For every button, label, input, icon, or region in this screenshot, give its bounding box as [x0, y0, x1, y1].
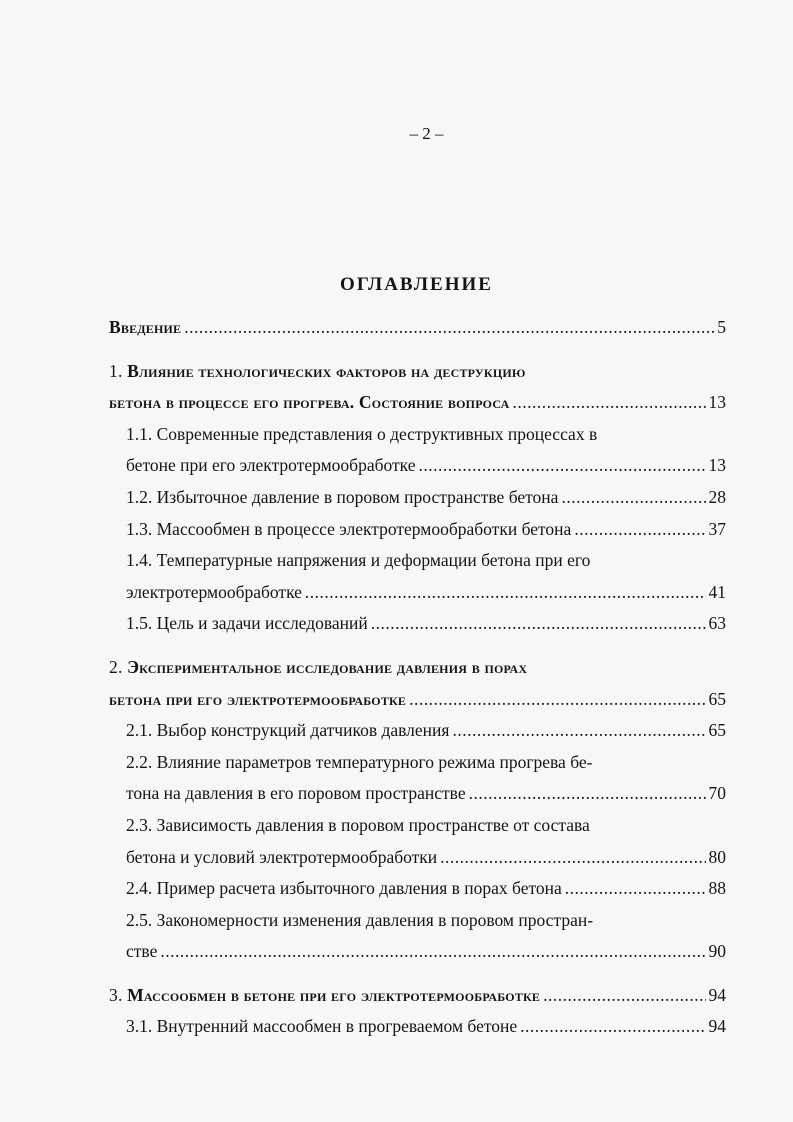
section-title-continued: бетона и условий электротермообработки — [126, 846, 438, 867]
section-title: 2.1. Выбор конструкций датчиков давления — [126, 720, 450, 741]
dot-leader — [520, 1011, 705, 1043]
section-title: 1.2. Избыточное давление в поровом пространстве бетона — [126, 486, 559, 507]
section-title-continued: электротермообработке — [126, 581, 302, 602]
chapter-number: 2. — [109, 656, 123, 677]
section-title: 1.5. Цель и задачи исследований — [126, 613, 368, 634]
toc-entry-page: 13 — [708, 455, 726, 476]
toc-section-1-1-line-2[interactable] — [109, 450, 726, 482]
toc-section-2-2-line-2[interactable] — [109, 778, 726, 810]
section-title: 2.2. Влияние параметров температурного режима прогрева бе- — [126, 751, 593, 772]
chapter-title: Массообмен в бетоне при его электротермообработке — [127, 984, 541, 1005]
toc-section-2-5-line-1[interactable] — [109, 905, 726, 937]
toc-entry-page: 80 — [708, 846, 726, 867]
section-title-continued: тона на давления в его поровом пространстве — [126, 783, 466, 804]
toc-section-2-3-line-1[interactable] — [109, 810, 726, 842]
toc-entry-page: 70 — [708, 783, 726, 804]
toc-chapter-3[interactable] — [109, 980, 726, 1012]
toc-chapter-1-line-2[interactable] — [109, 387, 726, 419]
toc-entry-page: 41 — [708, 581, 726, 602]
section-title: 1.3. Массообмен в процессе электротермообработки бетона — [126, 518, 572, 539]
section-title-continued: стве — [126, 941, 158, 962]
toc-chapter-2-line-2[interactable] — [109, 684, 726, 716]
toc-section-2-4[interactable] — [109, 873, 726, 905]
section-title: 2.3. Зависимость давления в поровом пространстве от состава — [126, 814, 590, 835]
toc-section-2-5-line-2[interactable] — [109, 936, 726, 968]
toc-section-1-4-line-2[interactable] — [109, 577, 726, 609]
section-title: 2.4. Пример расчета избыточного давления в порах бетона — [126, 878, 562, 899]
section-title: 1.1. Современные представления о деструктивных процессах в — [126, 423, 598, 444]
chapter-title: Экспериментальное исследование давления в порах — [127, 656, 528, 677]
toc-entry-page: 28 — [708, 486, 726, 507]
dot-leader — [469, 778, 706, 810]
dot-leader — [160, 936, 705, 968]
dot-leader — [440, 842, 705, 874]
toc-title: ОГЛАВЛЕНИЕ — [340, 274, 493, 295]
toc-section-1-4-line-1[interactable] — [109, 545, 726, 577]
dot-leader — [371, 608, 706, 640]
chapter-title-continued: бетона в процессе его прогрева. Состояние вопроса — [109, 392, 510, 413]
toc-section-1-3[interactable] — [109, 514, 726, 546]
toc-chapter-2-line-1[interactable] — [109, 652, 726, 684]
dot-leader — [565, 873, 706, 905]
dot-leader — [574, 514, 705, 546]
toc-entry-page: 65 — [708, 688, 726, 709]
toc-entry-page: 13 — [708, 392, 726, 413]
toc-section-1-5[interactable] — [109, 608, 726, 640]
section-title-continued: бетоне при его электротермообработке — [126, 455, 416, 476]
toc-section-1-1-line-1[interactable] — [109, 419, 726, 451]
page-number: – 2 – — [409, 124, 444, 143]
dot-leader — [543, 980, 705, 1012]
toc-section-2-3-line-2[interactable] — [109, 842, 726, 874]
dot-leader — [409, 684, 705, 716]
chapter-title: Влияние технологических факторов на деструкцию — [127, 360, 526, 381]
section-title: 1.4. Температурные напряжения и деформации бетона при его — [126, 550, 591, 571]
dot-leader — [184, 312, 714, 344]
dot-leader — [512, 387, 705, 419]
toc-section-3-1[interactable] — [109, 1011, 726, 1043]
toc-entry-page: 94 — [708, 984, 726, 1005]
table-of-contents — [109, 312, 726, 1043]
toc-section-1-2[interactable] — [109, 482, 726, 514]
toc-chapter-1-line-1[interactable] — [109, 356, 726, 388]
dot-leader — [452, 715, 705, 747]
dot-leader — [419, 450, 706, 482]
section-title: 3.1. Внутренний массообмен в прогреваемом бетоне — [126, 1016, 518, 1037]
chapter-number: 1. — [109, 360, 123, 381]
dot-leader — [561, 482, 705, 514]
section-title: 2.5. Закономерности изменения давления в поровом простран- — [126, 909, 594, 930]
chapter-number: 3. — [109, 984, 123, 1005]
toc-section-2-1[interactable] — [109, 715, 726, 747]
toc-entry-page: 94 — [708, 1016, 726, 1037]
toc-entry-page: 37 — [708, 518, 726, 539]
toc-entry-title: Введение — [109, 317, 182, 337]
chapter-title-continued: бетона при его электротермообработке — [109, 688, 407, 709]
dot-leader — [305, 577, 706, 609]
toc-entry-page: 90 — [708, 941, 726, 962]
toc-section-2-2-line-1[interactable] — [109, 747, 726, 779]
toc-entry-page: 65 — [708, 720, 726, 741]
toc-entry-intro[interactable] — [109, 312, 726, 344]
toc-entry-page: 5 — [717, 317, 726, 337]
toc-entry-page: 88 — [708, 878, 726, 899]
toc-entry-page: 63 — [708, 613, 726, 634]
